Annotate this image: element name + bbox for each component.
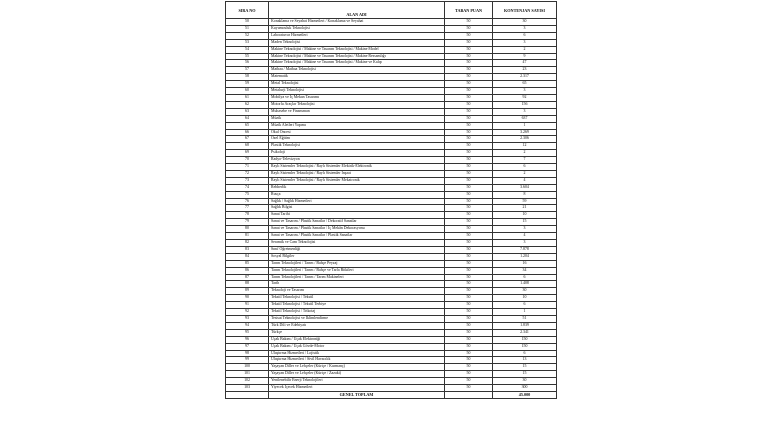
row-taban-puan: 50 [445, 191, 493, 198]
row-sira-no: 86 [226, 267, 269, 274]
total-empty-cell [445, 391, 493, 398]
row-taban-puan: 50 [445, 315, 493, 322]
table-body [226, 19, 557, 392]
row-taban-puan: 50 [445, 39, 493, 46]
row-taban-puan: 50 [445, 46, 493, 53]
row-kontenjan: 2.341 [493, 329, 557, 336]
row-alan-adi: Plastik Teknolojisi [269, 143, 445, 150]
row-taban-puan: 50 [445, 177, 493, 184]
row-taban-puan: 50 [445, 336, 493, 343]
row-sira-no: 96 [226, 336, 269, 343]
table-row [226, 253, 557, 260]
table-row [226, 170, 557, 177]
row-sira-no: 72 [226, 170, 269, 177]
row-taban-puan: 50 [445, 205, 493, 212]
row-sira-no: 82 [226, 240, 269, 247]
table-row [226, 212, 557, 219]
row-sira-no: 64 [226, 115, 269, 122]
row-kontenjan: 9 [493, 53, 557, 60]
row-kontenjan: 47 [493, 60, 557, 67]
table-row [226, 343, 557, 350]
table-row [226, 385, 557, 392]
row-kontenjan: 21 [493, 205, 557, 212]
row-taban-puan: 50 [445, 357, 493, 364]
row-sira-no: 77 [226, 205, 269, 212]
row-taban-puan: 50 [445, 136, 493, 143]
row-alan-adi: Motorlu Araçlar Teknolojisi [269, 101, 445, 108]
row-kontenjan: 3 [493, 39, 557, 46]
row-alan-adi: Metal Teknolojisi [269, 81, 445, 88]
row-alan-adi: Sağlık Bilgisi [269, 205, 445, 212]
row-sira-no: 91 [226, 302, 269, 309]
table-row [226, 267, 557, 274]
row-alan-adi: Makine Teknolojisi / Makine ve Tasarım Teknolojisi / Makine Ressamlığı [269, 53, 445, 60]
row-sira-no: 92 [226, 309, 269, 316]
row-alan-adi: Sanat Tarihi [269, 212, 445, 219]
row-taban-puan: 50 [445, 302, 493, 309]
row-sira-no: 74 [226, 184, 269, 191]
row-taban-puan: 50 [445, 88, 493, 95]
row-alan-adi: Sağlık / Sağlık Hizmetleri [269, 198, 445, 205]
table-row [226, 226, 557, 233]
table-row [226, 240, 557, 247]
row-kontenjan: 6 [493, 274, 557, 281]
quota-table [225, 1, 557, 399]
table-row [226, 177, 557, 184]
row-taban-puan: 50 [445, 267, 493, 274]
row-kontenjan: 16 [493, 260, 557, 267]
row-kontenjan: 6 [493, 302, 557, 309]
table-row [226, 350, 557, 357]
row-sira-no: 56 [226, 60, 269, 67]
row-sira-no: 65 [226, 122, 269, 129]
row-taban-puan: 50 [445, 240, 493, 247]
row-alan-adi: Tesisat Teknolojisi ve İklimlendirme [269, 315, 445, 322]
row-kontenjan: 3 [493, 108, 557, 115]
table-row [226, 295, 557, 302]
table-row [226, 281, 557, 288]
row-alan-adi: Ulaştırma Hizmetleri / Lojistik [269, 350, 445, 357]
row-kontenjan: 637 [493, 115, 557, 122]
table-row [226, 94, 557, 101]
row-sira-no: 52 [226, 32, 269, 39]
row-kontenjan: 1.839 [493, 322, 557, 329]
row-kontenjan: 1.408 [493, 281, 557, 288]
row-sira-no: 53 [226, 39, 269, 46]
row-kontenjan: 1 [493, 122, 557, 129]
row-sira-no: 68 [226, 143, 269, 150]
table-row [226, 67, 557, 74]
row-taban-puan: 50 [445, 101, 493, 108]
header-kontenjan: KONTENJAN SAYISI [493, 2, 557, 19]
row-alan-adi: Türk Dili ve Edebiyatı [269, 322, 445, 329]
row-kontenjan: 23 [493, 67, 557, 74]
row-kontenjan: 8 [493, 191, 557, 198]
row-sira-no: 76 [226, 198, 269, 205]
row-taban-puan: 50 [445, 164, 493, 171]
row-sira-no: 80 [226, 226, 269, 233]
row-taban-puan: 50 [445, 143, 493, 150]
row-sira-no: 87 [226, 274, 269, 281]
total-row [226, 391, 557, 398]
row-taban-puan: 50 [445, 246, 493, 253]
row-kontenjan: 3.269 [493, 129, 557, 136]
row-alan-adi: Konaklama ve Seyahat Hizmetleri / Konaklama ve Seyahat [269, 19, 445, 26]
row-alan-adi: Yaşayan Diller ve Lehçeler (Kürtçe / Kurmanç) [269, 364, 445, 371]
row-taban-puan: 50 [445, 184, 493, 191]
row-alan-adi: Yiyecek İçecek Hizmetleri [269, 385, 445, 392]
row-taban-puan: 50 [445, 53, 493, 60]
row-taban-puan: 50 [445, 94, 493, 101]
table-row [226, 150, 557, 157]
table-row [226, 32, 557, 39]
row-taban-puan: 50 [445, 295, 493, 302]
row-sira-no: 90 [226, 295, 269, 302]
row-taban-puan: 50 [445, 81, 493, 88]
row-taban-puan: 50 [445, 25, 493, 32]
row-sira-no: 83 [226, 246, 269, 253]
row-alan-adi: Seramik ve Cam Teknolojisi [269, 240, 445, 247]
row-alan-adi: Rusça [269, 191, 445, 198]
row-kontenjan: 300 [493, 385, 557, 392]
row-alan-adi: Makine Teknolojisi / Makine ve Tasarım Teknolojisi / Makine ve Kalıp [269, 60, 445, 67]
row-sira-no: 81 [226, 233, 269, 240]
table-row [226, 357, 557, 364]
row-sira-no: 84 [226, 253, 269, 260]
row-alan-adi: Sosyal Bilgiler [269, 253, 445, 260]
header-taban-puan: TABAN PUAN [445, 2, 493, 19]
row-sira-no: 70 [226, 157, 269, 164]
row-taban-puan: 50 [445, 129, 493, 136]
table-row [226, 60, 557, 67]
row-sira-no: 79 [226, 219, 269, 226]
row-kontenjan: 2 [493, 150, 557, 157]
row-kontenjan: 30 [493, 19, 557, 26]
row-alan-adi: Uçak Bakım / Uçak Gövde-Motor [269, 343, 445, 350]
table-row [226, 315, 557, 322]
row-alan-adi: Müzik Aletleri Yapımı [269, 122, 445, 129]
row-kontenjan: 3 [493, 226, 557, 233]
document-page [225, 1, 556, 438]
row-taban-puan: 50 [445, 281, 493, 288]
table-row [226, 260, 557, 267]
header-sira-no: SIRA NO [226, 2, 269, 19]
row-alan-adi: Raylı Sistemler Teknolojisi / Raylı Sistemler İnşaat [269, 170, 445, 177]
row-alan-adi: Yenilenebilir Enerji Teknolojileri [269, 378, 445, 385]
table-row [226, 25, 557, 32]
row-sira-no: 67 [226, 136, 269, 143]
row-sira-no: 103 [226, 385, 269, 392]
row-kontenjan: 92 [493, 94, 557, 101]
row-sira-no: 55 [226, 53, 269, 60]
row-sira-no: 78 [226, 212, 269, 219]
row-kontenjan: 12 [493, 143, 557, 150]
row-alan-adi: Tekstil Teknolojisi / Tekstil Terbiye [269, 302, 445, 309]
row-alan-adi: Türkçe [269, 329, 445, 336]
table-row [226, 336, 557, 343]
row-sira-no: 51 [226, 25, 269, 32]
row-alan-adi: Sanat ve Tasarım / Plastik Sanatlar / Dekoratif Sanatlar [269, 219, 445, 226]
row-sira-no: 75 [226, 191, 269, 198]
row-sira-no: 100 [226, 364, 269, 371]
row-sira-no: 93 [226, 315, 269, 322]
row-taban-puan: 50 [445, 212, 493, 219]
table-row [226, 164, 557, 171]
row-kontenjan: 6 [493, 32, 557, 39]
row-alan-adi: Uçak Bakım / Uçak Elektroniği [269, 336, 445, 343]
row-sira-no: 85 [226, 260, 269, 267]
table-row [226, 233, 557, 240]
row-alan-adi: Rehberlik [269, 184, 445, 191]
header-alan-adi: ALAN ADI [269, 2, 445, 19]
row-alan-adi: Ulaştırma Hizmetleri / Sivil Havacılık [269, 357, 445, 364]
row-kontenjan: 6 [493, 350, 557, 357]
row-alan-adi: Muhasebe ve Finansman [269, 108, 445, 115]
row-taban-puan: 50 [445, 19, 493, 26]
row-sira-no: 89 [226, 288, 269, 295]
row-alan-adi: Metalurji Teknolojisi [269, 88, 445, 95]
row-alan-adi: Raylı Sistemler Teknolojisi / Raylı Sistemler Mekatronik [269, 177, 445, 184]
row-kontenjan: 2 [493, 46, 557, 53]
row-kontenjan: 15 [493, 371, 557, 378]
row-kontenjan: 3 [493, 88, 557, 95]
row-alan-adi: Maden Teknolojisi [269, 39, 445, 46]
row-alan-adi: Makine Teknolojisi / Makine ve Tasarım Teknolojisi / Makine Model [269, 46, 445, 53]
table-row [226, 46, 557, 53]
row-taban-puan: 50 [445, 233, 493, 240]
row-sira-no: 98 [226, 350, 269, 357]
row-kontenjan: 7 [493, 157, 557, 164]
row-alan-adi: Tarih [269, 281, 445, 288]
row-sira-no: 58 [226, 74, 269, 81]
row-taban-puan: 50 [445, 343, 493, 350]
table-row [226, 309, 557, 316]
row-sira-no: 60 [226, 88, 269, 95]
row-taban-puan: 50 [445, 329, 493, 336]
table-row [226, 219, 557, 226]
row-taban-puan: 50 [445, 260, 493, 267]
row-taban-puan: 50 [445, 122, 493, 129]
row-kontenjan: 2.306 [493, 136, 557, 143]
row-alan-adi: Matbaa / Matbaa Teknolojisi [269, 67, 445, 74]
table-row [226, 101, 557, 108]
row-sira-no: 102 [226, 378, 269, 385]
table-row [226, 53, 557, 60]
row-taban-puan: 50 [445, 364, 493, 371]
row-taban-puan: 50 [445, 322, 493, 329]
row-taban-puan: 50 [445, 150, 493, 157]
row-alan-adi: Tarım Teknolojileri / Tarım / Tarım Makineleri [269, 274, 445, 281]
row-kontenjan: 30 [493, 378, 557, 385]
row-alan-adi: Tekstil Teknolojisi / Trikotaj [269, 309, 445, 316]
row-alan-adi: Laboratuvar Hizmetleri [269, 32, 445, 39]
table-row [226, 19, 557, 26]
row-alan-adi: Radyo-Televizyon [269, 157, 445, 164]
row-kontenjan: 51 [493, 315, 557, 322]
row-taban-puan: 50 [445, 350, 493, 357]
row-kontenjan: 156 [493, 101, 557, 108]
row-kontenjan: 10 [493, 212, 557, 219]
row-taban-puan: 50 [445, 198, 493, 205]
row-alan-adi: Yaşayan Diller ve Lehçeler (Kürtçe / Zazaki) [269, 371, 445, 378]
row-kontenjan: 150 [493, 336, 557, 343]
total-value: 45.000 [493, 391, 557, 398]
row-alan-adi: Sınıf Öğretmenliği [269, 246, 445, 253]
row-sira-no: 101 [226, 371, 269, 378]
row-sira-no: 71 [226, 164, 269, 171]
row-taban-puan: 50 [445, 288, 493, 295]
table-row [226, 136, 557, 143]
row-kontenjan: 30 [493, 288, 557, 295]
row-taban-puan: 50 [445, 219, 493, 226]
row-taban-puan: 50 [445, 157, 493, 164]
row-alan-adi: Sanat ve Tasarım / Plastik Sanatlar / Plastik Sanatlar [269, 233, 445, 240]
row-taban-puan: 50 [445, 226, 493, 233]
row-sira-no: 97 [226, 343, 269, 350]
row-kontenjan: 3.604 [493, 184, 557, 191]
row-kontenjan: 13 [493, 357, 557, 364]
table-row [226, 274, 557, 281]
row-alan-adi: Tarım Teknolojileri / Tarım / Bahçe Peyzaj [269, 260, 445, 267]
row-taban-puan: 50 [445, 32, 493, 39]
row-taban-puan: 50 [445, 371, 493, 378]
row-alan-adi: Psikoloji [269, 150, 445, 157]
table-row [226, 115, 557, 122]
table-header-row [226, 2, 557, 19]
row-kontenjan: 10 [493, 295, 557, 302]
row-sira-no: 88 [226, 281, 269, 288]
row-kontenjan: 2.317 [493, 74, 557, 81]
table-row [226, 157, 557, 164]
table-row [226, 81, 557, 88]
table-row [226, 246, 557, 253]
row-alan-adi: Tekstil Teknolojisi / Tekstil [269, 295, 445, 302]
table-row [226, 184, 557, 191]
row-alan-adi: Raylı Sistemler Teknolojisi / Raylı Sistemler Elektrik-Elektronik [269, 164, 445, 171]
row-alan-adi: Mobilya ve İç Mekan Tasarımı [269, 94, 445, 101]
table-row [226, 108, 557, 115]
row-sira-no: 73 [226, 177, 269, 184]
total-empty-cell [226, 391, 269, 398]
row-sira-no: 57 [226, 67, 269, 74]
table-row [226, 329, 557, 336]
row-alan-adi: Özel Eğitim [269, 136, 445, 143]
row-kontenjan: 3 [493, 240, 557, 247]
row-taban-puan: 50 [445, 253, 493, 260]
row-sira-no: 50 [226, 19, 269, 26]
row-taban-puan: 50 [445, 274, 493, 281]
row-alan-adi: Teknoloji ve Tasarım [269, 288, 445, 295]
row-kontenjan: 4 [493, 177, 557, 184]
row-kontenjan: 6 [493, 164, 557, 171]
row-kontenjan: 4 [493, 233, 557, 240]
table-row [226, 288, 557, 295]
row-kontenjan: 1.204 [493, 253, 557, 260]
table-row [226, 191, 557, 198]
row-kontenjan: 1 [493, 309, 557, 316]
row-taban-puan: 50 [445, 378, 493, 385]
row-taban-puan: 50 [445, 170, 493, 177]
row-sira-no: 66 [226, 129, 269, 136]
row-sira-no: 59 [226, 81, 269, 88]
row-kontenjan: 59 [493, 198, 557, 205]
row-taban-puan: 50 [445, 74, 493, 81]
table-row [226, 39, 557, 46]
row-sira-no: 69 [226, 150, 269, 157]
table-row [226, 364, 557, 371]
row-sira-no: 54 [226, 46, 269, 53]
table-row [226, 371, 557, 378]
row-kontenjan: 2 [493, 170, 557, 177]
row-sira-no: 99 [226, 357, 269, 364]
row-sira-no: 61 [226, 94, 269, 101]
table-row [226, 205, 557, 212]
row-sira-no: 63 [226, 108, 269, 115]
row-sira-no: 95 [226, 329, 269, 336]
row-sira-no: 94 [226, 322, 269, 329]
row-kontenjan: 15 [493, 219, 557, 226]
row-kontenjan: 65 [493, 81, 557, 88]
row-kontenjan: 15 [493, 364, 557, 371]
row-alan-adi: Okul Öncesi [269, 129, 445, 136]
table-row [226, 129, 557, 136]
row-alan-adi: Kuyumculuk Teknolojisi [269, 25, 445, 32]
table-row [226, 143, 557, 150]
table-row [226, 378, 557, 385]
row-taban-puan: 50 [445, 309, 493, 316]
row-taban-puan: 50 [445, 115, 493, 122]
row-taban-puan: 50 [445, 385, 493, 392]
table-row [226, 88, 557, 95]
row-kontenjan: 150 [493, 343, 557, 350]
row-kontenjan: 34 [493, 267, 557, 274]
row-alan-adi: Tarım Teknolojileri / Tarım / Bahçe ve Tarla Bitkileri [269, 267, 445, 274]
row-alan-adi: Müzik [269, 115, 445, 122]
row-taban-puan: 50 [445, 108, 493, 115]
table-row [226, 302, 557, 309]
row-alan-adi: Matematik [269, 74, 445, 81]
row-taban-puan: 50 [445, 67, 493, 74]
table-row [226, 122, 557, 129]
table-row [226, 198, 557, 205]
total-label: GENEL TOPLAM [269, 391, 445, 398]
row-alan-adi: Sanat ve Tasarım / Plastik Sanatlar / İç Mekân Dekorasyonu [269, 226, 445, 233]
row-sira-no: 62 [226, 101, 269, 108]
row-kontenjan: 3 [493, 25, 557, 32]
table-row [226, 74, 557, 81]
row-taban-puan: 50 [445, 60, 493, 67]
table-row [226, 322, 557, 329]
row-kontenjan: 7.878 [493, 246, 557, 253]
